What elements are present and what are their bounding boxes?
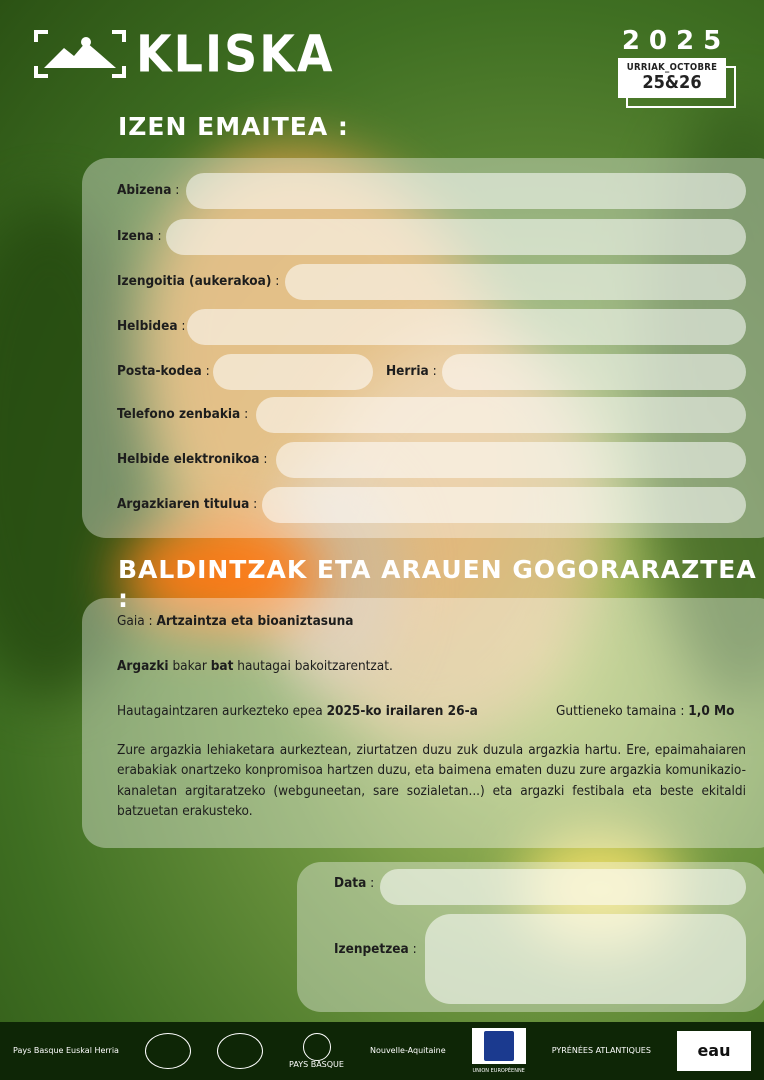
date-label: Data :	[334, 875, 375, 891]
signature-label: Izenpetzea :	[334, 941, 417, 957]
nickname-label: Izengoitia (aukerakoa) :	[117, 273, 280, 289]
event-days: 25&26	[642, 72, 702, 93]
deadline-line: Hautagaintzaren aurkezteko epea 2025-ko irailaren 26-a	[117, 703, 478, 719]
date-field[interactable]	[380, 869, 746, 905]
firstname-label: Izena :	[117, 228, 162, 244]
pays-basque-euskal-herria-logo: Pays Basque Euskal Herria	[13, 1045, 119, 1055]
brand-name: KLISKA	[136, 24, 335, 84]
phone-label: Telefono zenbakia :	[117, 406, 249, 422]
email-label: Helbide elektronikoa :	[117, 451, 268, 467]
european-union-logo: UNION EUROPÉENNE	[472, 1028, 526, 1075]
pays-basque-logo: PAYS BASQUE	[289, 1033, 344, 1070]
rules-title: BALDINTZAK ETA ARAUEN GOGORARAZTEA :	[118, 555, 757, 613]
photo-title-field[interactable]	[262, 487, 746, 523]
kliska-logo	[34, 24, 335, 84]
deadline-value: 2025-ko irailaren 26-a	[326, 703, 478, 719]
theme-value: Artzaintza eta bioaniztasuna	[156, 613, 354, 629]
camera-frame-icon	[34, 28, 126, 80]
signature-field[interactable]	[425, 914, 746, 1004]
event-months: URRIAK_OCTOBRE	[626, 62, 718, 73]
town-field[interactable]	[442, 354, 746, 390]
min-size-value: 1,0 Mo	[688, 703, 735, 719]
consent-paragraph: Zure argazkia lehiaketara aurkeztean, ziurtatzen duzu zuk duzula argazkia hartu. Ere, epaimahaiaren erabakiak onartzeko konpromisoa hartzen duzu, eta baimena ematen duzu zure argazkia komunikazio-kanaletan argitaratzeko (webguneetan, sare sozialetan...) eta argazki festibala eta beste ekitaldi batzuetan erakusteko.	[117, 742, 746, 819]
event-date-badge	[618, 26, 734, 102]
min-size-line: Guttieneko tamaina : 1,0 Mo	[556, 703, 735, 719]
postcode-field[interactable]	[213, 354, 373, 390]
sponsor-footer	[0, 1022, 764, 1080]
event-year: 2025	[621, 26, 731, 56]
association-logo-1	[145, 1033, 191, 1069]
email-field[interactable]	[276, 442, 746, 478]
address-label: Helbidea :	[117, 318, 186, 334]
phone-field[interactable]	[256, 397, 746, 433]
town-label: Herria :	[386, 363, 437, 379]
surname-field[interactable]	[186, 173, 746, 209]
firstname-field[interactable]	[166, 219, 746, 255]
surname-label: Abizena :	[117, 182, 180, 198]
pyrenees-atlantiques-logo: PYRÉNÉES ATLANTIQUES	[551, 1045, 651, 1055]
one-photo-line: Argazki bakar bat hautagai bakoitzarentzat.	[117, 658, 393, 674]
republique-francaise-eau-logo: eau	[677, 1031, 751, 1071]
nouvelle-aquitaine-logo: Nouvelle-Aquitaine	[370, 1045, 446, 1055]
photo-title-label: Argazkiaren titulua :	[117, 496, 258, 512]
theme-line: Gaia : Artzaintza eta bioaniztasuna	[117, 613, 354, 629]
postcode-label: Posta-kodea :	[117, 363, 210, 379]
association-logo-2	[217, 1033, 263, 1069]
registration-panel	[82, 158, 764, 538]
nickname-field[interactable]	[285, 264, 746, 300]
address-field[interactable]	[187, 309, 746, 345]
registration-title: IZEN EMAITEA :	[118, 112, 349, 141]
